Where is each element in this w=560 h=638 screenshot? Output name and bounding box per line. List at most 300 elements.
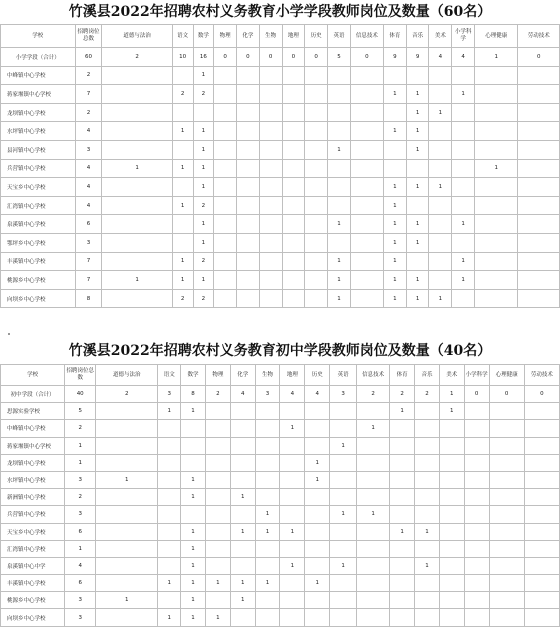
middle-header-row — [1, 365, 560, 386]
table-cell — [102, 289, 172, 308]
table-cell — [282, 178, 305, 197]
table-cell — [452, 140, 475, 159]
table-cell — [96, 575, 158, 592]
table-cell — [282, 66, 305, 85]
table-cell — [415, 489, 440, 506]
table-cell — [305, 271, 328, 290]
table-row — [1, 48, 560, 67]
table-cell: 6 — [65, 523, 96, 540]
table-cell: 5 — [328, 48, 351, 67]
table-cell: 1 — [357, 506, 390, 523]
table-cell — [255, 471, 280, 488]
table-cell — [524, 523, 559, 540]
table-cell — [330, 454, 357, 471]
table-cell: 1 — [181, 471, 206, 488]
table-cell — [439, 420, 464, 437]
column-header: 美术 — [429, 25, 452, 48]
column-header: 物理 — [214, 25, 237, 48]
table-cell — [390, 592, 415, 609]
table-cell — [214, 289, 237, 308]
table-cell — [237, 252, 260, 271]
primary-header-row — [1, 25, 560, 48]
table-cell: 1 — [230, 592, 255, 609]
column-header: 历史 — [305, 365, 330, 386]
column-header: 劳动技术 — [524, 365, 559, 386]
table-cell — [205, 540, 230, 557]
table-cell — [205, 523, 230, 540]
table-cell: 1 — [406, 103, 429, 122]
table-cell — [172, 140, 193, 159]
table-cell — [214, 178, 237, 197]
table-cell — [350, 271, 383, 290]
table-cell — [357, 489, 390, 506]
school-name-cell: 泉溪镇中心中学 — [1, 557, 65, 574]
school-name-cell: 小学学段（合计） — [1, 48, 76, 67]
column-header: 美术 — [439, 365, 464, 386]
table-cell: 3 — [65, 506, 96, 523]
table-cell — [489, 454, 524, 471]
table-cell — [259, 178, 282, 197]
table-cell: 4 — [65, 557, 96, 574]
table-cell — [96, 420, 158, 437]
table-row — [1, 592, 560, 609]
table-cell — [518, 196, 560, 215]
table-row — [1, 386, 560, 403]
table-cell — [205, 420, 230, 437]
table-cell — [390, 454, 415, 471]
table-row — [1, 540, 560, 557]
table-cell — [439, 592, 464, 609]
table-cell: 1 — [330, 506, 357, 523]
table-cell — [305, 609, 330, 626]
table-cell — [172, 103, 193, 122]
table-cell: 2 — [75, 66, 102, 85]
table-cell: 3 — [75, 233, 102, 252]
school-name-cell: 汇湾镇中心学校 — [1, 540, 65, 557]
table-cell — [237, 271, 260, 290]
table-cell — [259, 122, 282, 141]
column-header: 英语 — [328, 25, 351, 48]
table-cell: 4 — [305, 386, 330, 403]
table-cell — [524, 489, 559, 506]
table-cell — [390, 420, 415, 437]
table-cell — [429, 85, 452, 104]
table-cell — [255, 540, 280, 557]
table-cell — [415, 403, 440, 420]
table-cell: 1 — [158, 403, 181, 420]
table-row — [1, 403, 560, 420]
table-cell — [96, 506, 158, 523]
table-cell: 16 — [193, 48, 214, 67]
table-cell: 1 — [255, 523, 280, 540]
table-cell — [489, 506, 524, 523]
primary-table — [0, 24, 560, 308]
table-cell — [280, 437, 305, 454]
table-cell — [406, 66, 429, 85]
table-cell — [214, 140, 237, 159]
table-cell: 40 — [65, 386, 96, 403]
table-cell — [429, 215, 452, 234]
table-cell — [452, 122, 475, 141]
table-cell: 9 — [383, 48, 406, 67]
table-cell — [328, 196, 351, 215]
school-name-cell: 桃源乡中心学校 — [1, 271, 76, 290]
table-cell — [305, 252, 328, 271]
table-cell: 3 — [65, 592, 96, 609]
table-cell: 4 — [452, 48, 475, 67]
table-cell — [357, 575, 390, 592]
school-name-cell: 水坪镇中心学校 — [1, 122, 76, 141]
table-cell: 1 — [230, 523, 255, 540]
column-header: 英语 — [330, 365, 357, 386]
table-cell — [350, 289, 383, 308]
table-cell: 2 — [102, 48, 172, 67]
table-cell — [214, 122, 237, 141]
table-cell — [158, 489, 181, 506]
table-cell: 1 — [305, 575, 330, 592]
table-cell — [259, 196, 282, 215]
table-cell: 1 — [280, 523, 305, 540]
table-cell — [524, 420, 559, 437]
table-cell: 1 — [193, 215, 214, 234]
table-cell — [102, 66, 172, 85]
table-cell: 1 — [193, 140, 214, 159]
table-cell: 2 — [65, 420, 96, 437]
table-cell — [305, 403, 330, 420]
table-cell — [524, 506, 559, 523]
school-name-cell: 县河镇中心学校 — [1, 140, 76, 159]
table-cell — [214, 103, 237, 122]
table-cell — [390, 575, 415, 592]
table-cell: 1 — [452, 252, 475, 271]
table-cell — [282, 85, 305, 104]
table-cell — [489, 489, 524, 506]
table-cell — [406, 159, 429, 178]
table-cell — [330, 420, 357, 437]
table-cell: 1 — [383, 85, 406, 104]
table-cell — [330, 609, 357, 626]
table-cell — [305, 122, 328, 141]
table-cell: 1 — [439, 386, 464, 403]
table-cell — [350, 215, 383, 234]
school-name-cell: 龙坝镇中心学校 — [1, 103, 76, 122]
table-cell: 4 — [230, 386, 255, 403]
column-header: 学校 — [1, 25, 76, 48]
table-cell: 1 — [390, 523, 415, 540]
primary-body — [1, 48, 560, 308]
table-cell — [524, 575, 559, 592]
table-cell — [328, 122, 351, 141]
table-cell — [205, 437, 230, 454]
table-cell: 1 — [305, 454, 330, 471]
table-cell: 2 — [96, 386, 158, 403]
table-cell: 0 — [489, 386, 524, 403]
table-cell: 1 — [193, 159, 214, 178]
school-name-cell: 天宝乡中心学校 — [1, 178, 76, 197]
table-cell — [429, 122, 452, 141]
table-cell: 1 — [193, 178, 214, 197]
table-cell — [464, 489, 489, 506]
table-cell — [524, 403, 559, 420]
table-cell: 1 — [280, 420, 305, 437]
school-name-cell: 中峰镇中心学校 — [1, 66, 76, 85]
table-cell — [280, 403, 305, 420]
table-cell — [328, 103, 351, 122]
table-cell: 2 — [193, 289, 214, 308]
table-cell — [350, 196, 383, 215]
table-cell: 0 — [464, 386, 489, 403]
table-cell — [439, 609, 464, 626]
table-cell — [181, 437, 206, 454]
table-cell — [439, 523, 464, 540]
table-cell: 1 — [255, 575, 280, 592]
table-cell — [255, 592, 280, 609]
primary-title: 竹溪县2022年招聘农村义务教育小学学段教师岗位及数量（60名） — [68, 4, 492, 20]
table-cell — [280, 471, 305, 488]
table-cell: 1 — [406, 233, 429, 252]
table-cell — [429, 271, 452, 290]
table-cell: 1 — [65, 437, 96, 454]
column-header: 历史 — [305, 25, 328, 48]
table-cell — [489, 557, 524, 574]
table-cell — [464, 420, 489, 437]
table-cell — [205, 592, 230, 609]
table-cell: 1 — [328, 271, 351, 290]
table-cell — [259, 289, 282, 308]
table-cell — [475, 289, 518, 308]
table-cell — [328, 178, 351, 197]
table-cell — [452, 289, 475, 308]
table-cell — [172, 233, 193, 252]
table-cell: 0 — [524, 386, 559, 403]
table-cell — [464, 575, 489, 592]
table-cell — [305, 489, 330, 506]
table-cell: 4 — [280, 386, 305, 403]
table-cell: 1 — [390, 403, 415, 420]
table-cell — [96, 489, 158, 506]
table-cell — [282, 159, 305, 178]
table-cell: 1 — [193, 122, 214, 141]
table-cell — [305, 420, 330, 437]
table-cell — [230, 609, 255, 626]
table-cell — [230, 454, 255, 471]
table-cell: 7 — [75, 271, 102, 290]
table-cell — [489, 471, 524, 488]
table-cell — [524, 454, 559, 471]
column-header: 学校 — [1, 365, 65, 386]
table-cell: 1 — [193, 66, 214, 85]
table-cell: 1 — [181, 489, 206, 506]
table-cell — [357, 540, 390, 557]
table-cell: 2 — [172, 289, 193, 308]
table-cell — [96, 403, 158, 420]
table-cell: 1 — [328, 252, 351, 271]
table-cell — [259, 66, 282, 85]
table-cell — [439, 506, 464, 523]
table-cell: 1 — [181, 575, 206, 592]
table-cell — [464, 506, 489, 523]
table-cell — [181, 454, 206, 471]
table-cell — [390, 471, 415, 488]
table-cell — [282, 289, 305, 308]
table-cell — [330, 403, 357, 420]
table-cell: 1 — [383, 178, 406, 197]
table-cell — [305, 540, 330, 557]
table-cell — [518, 159, 560, 178]
table-cell — [330, 489, 357, 506]
table-cell — [259, 271, 282, 290]
school-name-cell: 兵营镇中心学校 — [1, 506, 65, 523]
table-cell — [230, 403, 255, 420]
column-header: 化学 — [237, 25, 260, 48]
table-cell — [439, 557, 464, 574]
table-cell — [464, 403, 489, 420]
table-cell — [305, 506, 330, 523]
table-cell — [255, 454, 280, 471]
column-header: 语文 — [172, 25, 193, 48]
table-cell — [524, 437, 559, 454]
school-name-cell: 桃源乡中心学校 — [1, 592, 65, 609]
table-cell — [518, 140, 560, 159]
column-header: 招聘岗位总数 — [65, 365, 96, 386]
table-cell: 6 — [65, 575, 96, 592]
table-cell: 1 — [429, 289, 452, 308]
table-cell: 1 — [181, 403, 206, 420]
table-cell — [429, 140, 452, 159]
table-cell — [350, 252, 383, 271]
table-cell: 1 — [330, 437, 357, 454]
school-name-cell: 蒋家堰镇中心学校 — [1, 437, 65, 454]
school-name-cell: 汇湾镇中心学校 — [1, 196, 76, 215]
table-cell — [237, 66, 260, 85]
table-cell — [475, 215, 518, 234]
table-cell — [328, 66, 351, 85]
table-cell — [305, 215, 328, 234]
table-cell — [489, 540, 524, 557]
school-name-cell: 天宝乡中心学校 — [1, 523, 65, 540]
table-cell: 1 — [230, 489, 255, 506]
table-cell — [305, 140, 328, 159]
table-cell — [330, 471, 357, 488]
table-cell — [214, 66, 237, 85]
table-cell: 1 — [96, 471, 158, 488]
table-cell — [259, 233, 282, 252]
table-cell: 2 — [193, 85, 214, 104]
table-row — [1, 557, 560, 574]
table-cell: 1 — [181, 609, 206, 626]
table-cell: 4 — [75, 159, 102, 178]
table-row — [1, 215, 560, 234]
table-cell — [475, 122, 518, 141]
table-cell — [102, 85, 172, 104]
table-cell: 4 — [75, 178, 102, 197]
table-cell — [282, 233, 305, 252]
table-cell — [259, 215, 282, 234]
table-cell: 7 — [75, 85, 102, 104]
table-cell — [439, 454, 464, 471]
table-cell — [475, 271, 518, 290]
table-cell — [305, 66, 328, 85]
column-header: 信息技术 — [357, 365, 390, 386]
table-cell — [475, 85, 518, 104]
table-cell — [330, 575, 357, 592]
table-row — [1, 252, 560, 271]
table-cell: 1 — [406, 271, 429, 290]
table-cell — [102, 122, 172, 141]
table-cell — [452, 196, 475, 215]
table-cell — [282, 215, 305, 234]
table-cell — [237, 103, 260, 122]
table-cell — [305, 85, 328, 104]
table-cell — [452, 159, 475, 178]
table-cell — [102, 196, 172, 215]
table-cell — [282, 140, 305, 159]
table-cell — [350, 233, 383, 252]
table-cell — [350, 178, 383, 197]
table-cell — [518, 103, 560, 122]
table-cell: 0 — [237, 48, 260, 67]
column-header: 地理 — [280, 365, 305, 386]
table-cell — [172, 178, 193, 197]
table-cell — [305, 523, 330, 540]
column-header: 小学科学 — [464, 365, 489, 386]
table-cell — [305, 592, 330, 609]
table-cell — [102, 233, 172, 252]
table-cell: 1 — [328, 289, 351, 308]
table-cell: 9 — [406, 48, 429, 67]
table-cell: 1 — [383, 233, 406, 252]
table-cell: 1 — [475, 159, 518, 178]
table-cell: 1 — [193, 233, 214, 252]
table-row — [1, 523, 560, 540]
school-name-cell: 兵营镇中心学校 — [1, 159, 76, 178]
table-cell — [96, 609, 158, 626]
table-cell: 1 — [429, 103, 452, 122]
table-cell: 1 — [452, 215, 475, 234]
table-cell — [237, 122, 260, 141]
table-cell: 3 — [65, 471, 96, 488]
table-cell: 1 — [406, 85, 429, 104]
table-cell: 2 — [390, 386, 415, 403]
table-cell — [518, 252, 560, 271]
table-row — [1, 271, 560, 290]
table-cell — [390, 609, 415, 626]
table-cell — [282, 252, 305, 271]
table-cell: 2 — [205, 386, 230, 403]
table-cell — [452, 103, 475, 122]
school-name-cell: 向坝乡中心学校 — [1, 289, 76, 308]
table-cell — [390, 437, 415, 454]
table-row — [1, 506, 560, 523]
table-cell — [464, 592, 489, 609]
school-name-cell: 思源实验学校 — [1, 403, 65, 420]
table-cell: 1 — [330, 557, 357, 574]
table-cell — [415, 506, 440, 523]
table-cell: 2 — [357, 386, 390, 403]
table-cell — [452, 233, 475, 252]
table-cell — [489, 523, 524, 540]
column-header: 信息技术 — [350, 25, 383, 48]
school-name-cell: 新洲镇中心学校 — [1, 489, 65, 506]
table-cell — [102, 103, 172, 122]
table-cell — [350, 85, 383, 104]
table-row — [1, 471, 560, 488]
table-cell — [406, 252, 429, 271]
table-cell: 6 — [75, 215, 102, 234]
table-cell: 1 — [205, 609, 230, 626]
table-cell: 1 — [383, 196, 406, 215]
sheet-separator — [0, 330, 560, 336]
